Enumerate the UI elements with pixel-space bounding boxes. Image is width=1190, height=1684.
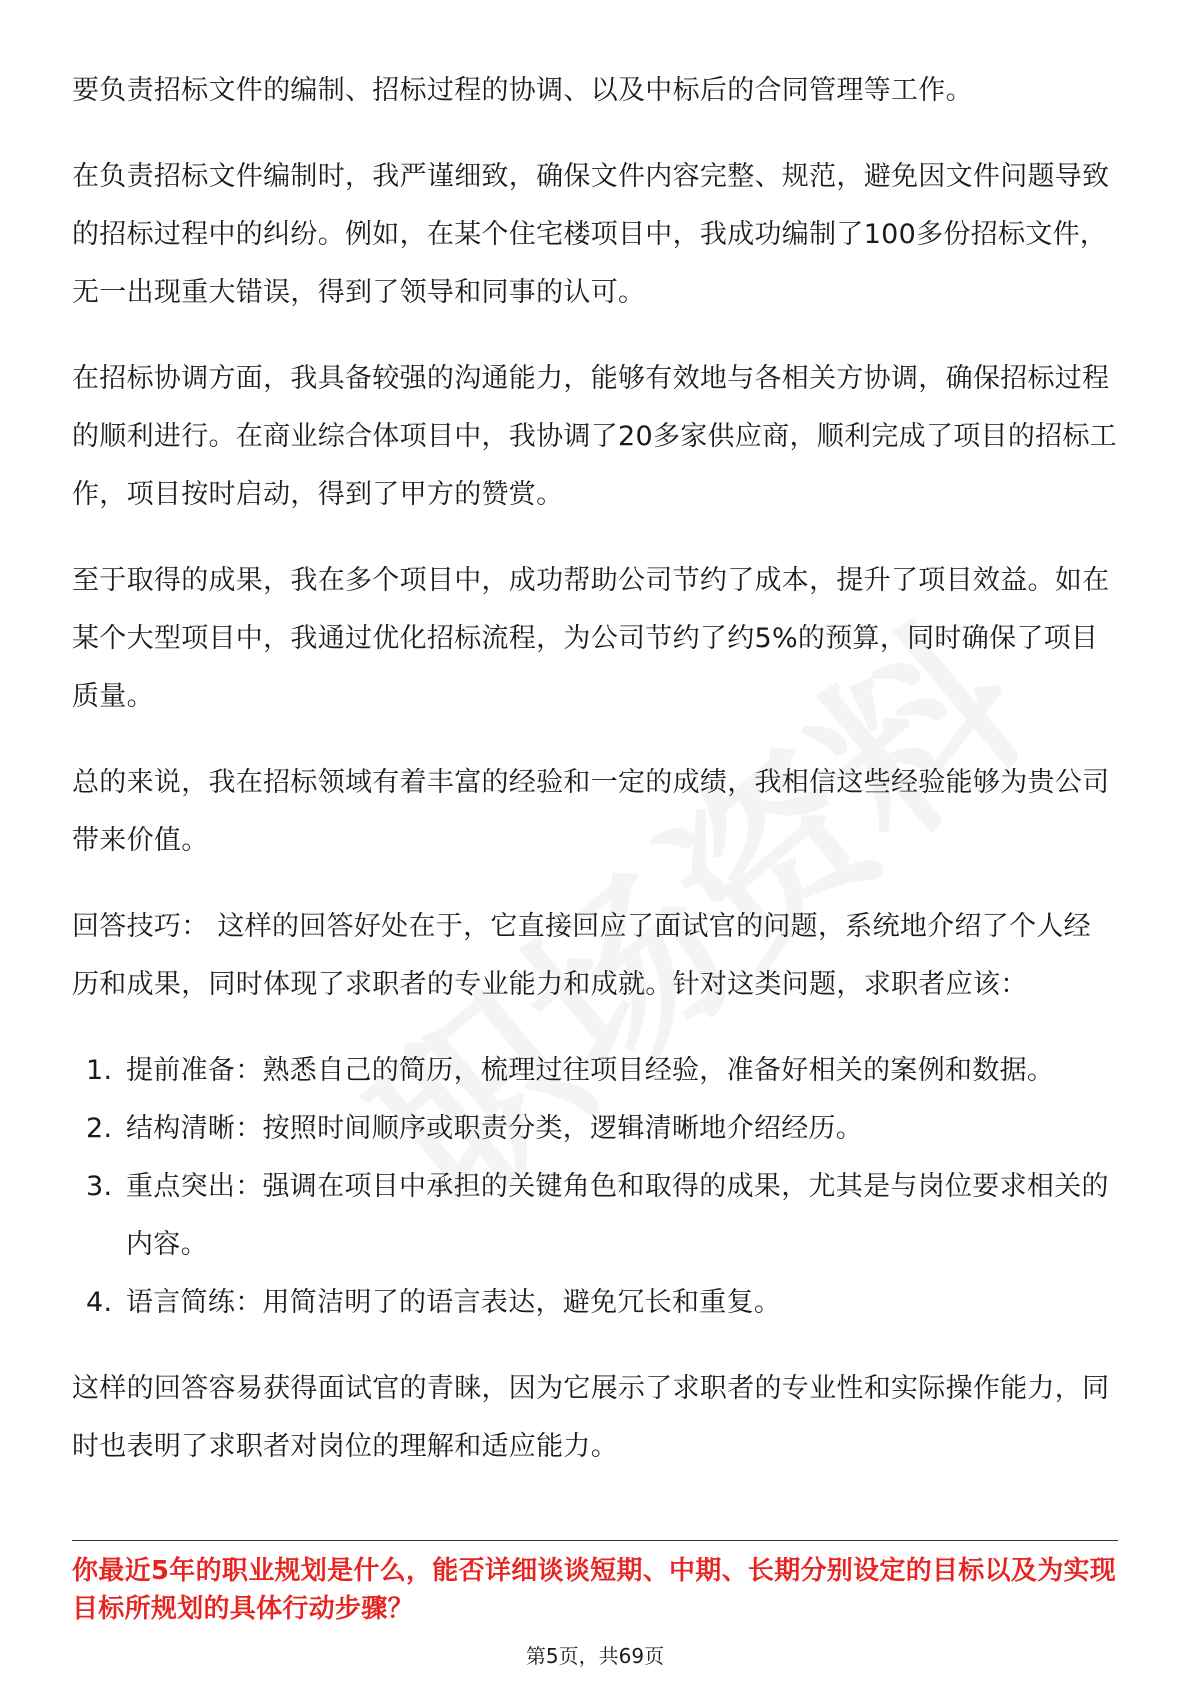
list-text: 重点突出：强调在项目中承担的关键角色和取得的成果，尤其是与岗位要求相关的内容。	[126, 1171, 1109, 1260]
list-number: 1.	[86, 1055, 113, 1086]
paragraph-4: 至于取得的成果，我在多个项目中，成功帮助公司节约了成本，提升了项目效益。如在某个大型项目中，我通过优化招标流程，为公司节约了约5%的预算，同时确保了项目质量。	[72, 565, 1110, 712]
section-divider	[72, 1540, 1118, 1541]
paragraph-3: 在招标协调方面，我具备较强的沟通能力，能够有效地与各相关方协调，确保招标过程的顺利进行。在商业综合体项目中，我协调了20多家供应商，顺利完成了项目的招标工作，项目按时启动，得到了甲方的赞赏。	[72, 363, 1118, 510]
answer-tips-intro: 回答技巧： 这样的回答好处在于，它直接回应了面试官的问题，系统地介绍了个人经历和成果，同时体现了求职者的专业能力和成就。针对这类问题，求职者应该：	[72, 911, 1091, 1000]
list-item	[72, 1100, 1118, 1158]
list-text: 提前准备：熟悉自己的简历，梳理过往项目经验，准备好相关的案例和数据。	[126, 1055, 1055, 1086]
list-text: 结构清晰：按照时间顺序或职责分类，逻辑清晰地介绍经历。	[126, 1113, 864, 1144]
list-item	[72, 1274, 1118, 1332]
paragraph-2: 在负责招标文件编制时，我严谨细致，确保文件内容完整、规范，避免因文件问题导致的招标过程中的纠纷。例如，在某个住宅楼项目中，我成功编制了100多份招标文件，无一出现重大错误，得到了领导和同事的认可。	[72, 161, 1110, 308]
tips-list	[72, 1042, 1118, 1332]
next-question-heading: 你最近5年的职业规划是什么，能否详细谈谈短期、中期、长期分别设定的目标以及为实现目标所规划的具体行动步骤？	[72, 1556, 1117, 1624]
list-number: 2.	[86, 1113, 113, 1144]
closing-paragraph: 这样的回答容易获得面试官的青睐，因为它展示了求职者的专业性和实际操作能力，同时也表明了求职者对岗位的理解和适应能力。	[72, 1373, 1110, 1462]
list-item	[72, 1158, 1118, 1274]
list-text: 语言简练：用简洁明了的语言表达，避免冗长和重复。	[126, 1287, 782, 1318]
list-number: 4.	[86, 1287, 113, 1318]
paragraph-5: 总的来说，我在招标领域有着丰富的经验和一定的成绩，我相信这些经验能够为贵公司带来价值。	[72, 767, 1110, 856]
list-number: 3.	[86, 1171, 113, 1202]
document-body	[72, 62, 1118, 1504]
list-item	[72, 1042, 1118, 1100]
paragraph-1: 要负责招标文件的编制、招标过程的协调、以及中标后的合同管理等工作。	[72, 75, 973, 106]
page-number: 第5页，共69页	[525, 1644, 665, 1668]
